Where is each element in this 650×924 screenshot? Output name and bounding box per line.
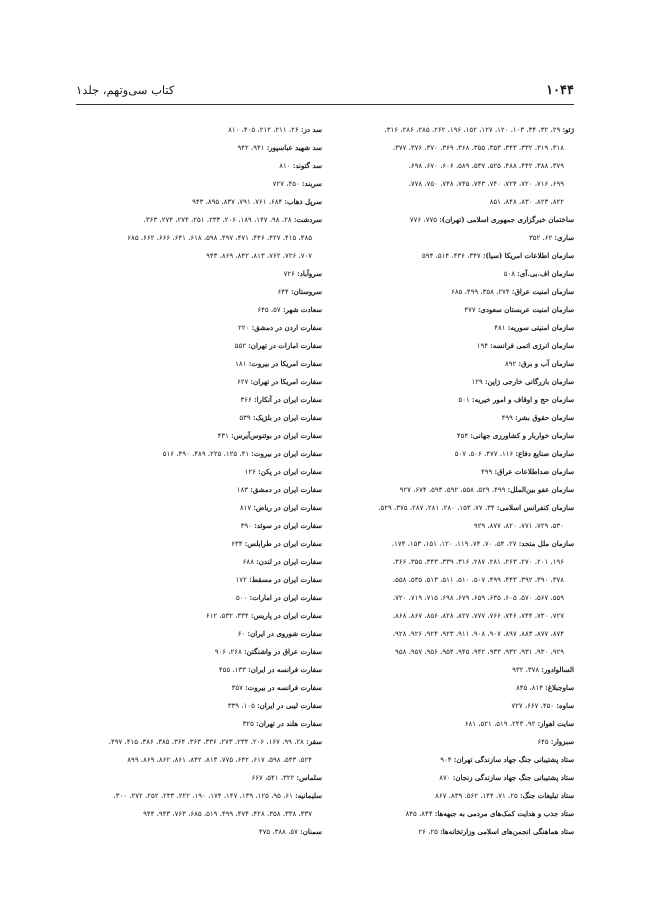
index-term: ژئو: [562,125,574,134]
index-term: ساوه: [556,701,574,710]
index-term: سفارت امارات در تهران: [248,341,322,350]
index-term: ستاد جذب و هدایت کمک‌های مردمی به جبهه‌ها: [434,809,574,818]
index-term: سرپل ذهاب: [284,197,322,206]
index-term: سلیمانیه: [295,791,322,800]
index-page-refs: ۲۷۴، ۳۵۸، ۴۹۹، ۶۸۵ [451,288,512,296]
index-page-refs: ۶۸۴، ۷۶۱، ۷۹۱، ۸۳۷، ۸۹۵، ۹۴۳ [192,198,285,206]
index-page-refs: ۵۵۲ [234,342,249,350]
index-entry [76,697,322,715]
index-column-right [328,121,574,841]
index-page-refs: ۱۸۳ [236,486,251,494]
index-term: سفارت فرانسه در ایران: [248,665,322,674]
index-page-refs: ۲۹، ۳۲، ۳۴، ۱۰۳، ۱۲۰، ۱۲۷، ۱۵۲، ۱۹۶، ۲۶۲، ۲۸۵، ۲۸۶، ۳۱۶، [384,126,563,134]
index-entry [328,733,574,751]
index-entry [328,823,574,841]
index-entry [328,373,574,391]
index-page-refs: ۸۱۰ [279,162,293,170]
index-entry [328,409,574,427]
index-entry [328,337,574,355]
index-entry [76,319,322,337]
index-term: سردشت: [293,215,322,224]
index-term: سفارت لیبی در ایران: [257,701,322,710]
index-term: سایت اهواز: [537,719,574,728]
index-entry [76,715,322,733]
index-entry [328,319,574,337]
index-term: سفارت عراق در واشنگتن: [244,647,322,656]
index-term: سازمان آب و برق: [518,359,574,368]
index-page-refs: ۳۵۷ [231,684,246,692]
index-page-refs: ۶۲۷ [236,378,251,386]
index-page-refs: ۵۲۴، ۵۴۳، ۵۹۸، ۶۱۷، ۶۴۲، ۷۷۵، ۸۱۳، ۸۴۲، ۸۶۱، ۸۶۲، ۸۶۹، ۸۹۹ [127,756,312,764]
index-term: سفارت ایران در دمشق: [250,485,322,494]
index-term: سد دز: [300,125,322,134]
index-entry [76,517,322,535]
index-page-refs: ۲۷، ۵۴، ۷۰، ۷۴، ۱۱۹، ۱۲۰، ۱۵۱، ۱۵۳، ۱۷۴، [391,540,519,548]
index-page-refs: ۳۸۵، ۴۱۵، ۴۲۷، ۴۴۶، ۴۷۱، ۴۹۷، ۵۹۸، ۶۱۸، ۶۴۱، ۶۶۶، ۶۶۲، ۶۸۵ [127,234,312,242]
index-term: سازمان امنیت عراق: [511,287,574,296]
index-entry [328,805,574,823]
index-entry [76,481,322,499]
index-entry [328,481,574,499]
index-entry [76,571,322,589]
index-entry [328,787,574,805]
index-term: سفارت ایران در بوئنوس‌آیرس: [231,431,322,440]
index-page-refs: ۱۱۶، ۴۷۷، ۵۰۶، ۵۰۷ [454,450,516,458]
index-entry [76,283,322,301]
index-term: سد شهید عباسپور: [266,143,322,152]
index-term: سفارت فرانسه در بیروت: [245,683,322,692]
index-entry-continuation [328,139,574,157]
index-page-refs: ۹۰۴ [440,756,454,764]
index-page-refs: ۷۰۷، ۷۲۶، ۷۶۲، ۸۱۳، ۸۴۲، ۸۶۹، ۹۴۳ [206,252,312,260]
index-page-refs: ۴۷۷ [464,306,478,314]
index-page-refs: ۸۱۷ [239,504,254,512]
index-entry [76,787,322,805]
index-entry [76,499,322,517]
index-entry [76,427,322,445]
index-term: ساوجبلاغ: [545,683,574,692]
index-term: سازمان ضداطلاعات عراق: [494,467,574,476]
index-entry [76,553,322,571]
page-number: ۱۰۴۴ [546,83,574,98]
index-term: سروستان: [291,287,322,296]
index-entry [328,121,574,139]
index-page-refs: ۸۱۴، ۸۴۵ [515,684,546,692]
index-entry [328,427,574,445]
index-entry [76,355,322,373]
index-term: سد گتوند: [292,161,322,170]
index-term: سمنان: [300,827,322,836]
index-entry-continuation [76,805,322,823]
running-header [76,83,574,98]
index-page-refs: ۴۹۹ [501,414,516,422]
index-term: سازمان صنایع دفاع: [515,449,574,458]
index-term: سفارت شوروی در ایران: [247,629,322,638]
index-entry [76,211,322,229]
index-entry-continuation [328,589,574,607]
index-term: سلماس: [296,773,322,782]
index-term: سازمان حج و اوقاف و امور خیریه: [472,395,574,404]
index-entry-continuation [328,643,574,661]
index-entry-continuation [328,607,574,625]
index-entry [76,643,322,661]
index-term: ستاد هماهنگی انجمن‌های اسلامی وزارتخانه‌ها: [440,827,574,836]
index-page-refs: ۳۱۸، ۳۱۹، ۳۳۲، ۳۴۳، ۳۵۳، ۳۵۵، ۳۶۸، ۳۶۹، ۳۷۰، ۳۷۶، ۳۷۷، [392,144,564,152]
index-term: سازمان انرژی اتمی فرانسه: [490,341,574,350]
index-entry-continuation [328,625,574,643]
index-column-left [76,121,322,841]
index-term: سفارت ایران در بلژیک: [252,413,322,422]
index-page-refs: ۱۹۴ [476,342,491,350]
index-entry-continuation [76,751,322,769]
index-term: سازمان امنیتی سوریه: [507,323,574,332]
index-entry [328,679,574,697]
index-term: ستاد تبلیغات جنگ: [520,791,574,800]
index-page-refs: ۱۳۳، ۴۵۵ [218,666,249,674]
index-entry [328,355,574,373]
index-term: سفارت ایران در لندن: [256,557,322,566]
index-page-refs: ۳۶۶ [240,396,255,404]
index-term: سربند: [301,179,322,188]
index-page-refs: ۹۲۹، ۹۳۰، ۹۳۱، ۹۳۲، ۹۳۳، ۹۴۲، ۹۴۵، ۹۵۴، ۹۵۶، ۹۵۷، ۹۵۸ [395,648,564,656]
index-entry [76,445,322,463]
index-page-refs: ۳۹۰ [240,522,255,530]
index-term: سازمان حقوق بشر: [515,413,574,422]
index-entry [76,301,322,319]
index-term: سقز: [306,737,322,746]
index-term: سازمان اف.بی.آی: [517,269,574,278]
index-entry [76,121,322,139]
index-entry [328,229,574,247]
index-page-refs: ۲۲۰ [238,324,252,332]
index-entry [76,535,322,553]
index-page-refs: ۴۳۱ [217,432,232,440]
index-page-refs: ۶۲، ۳۵۲ [529,234,555,242]
index-entry [76,589,322,607]
index-page-refs: ۵۰۱ [458,396,473,404]
index-term: سروآباد: [297,269,322,278]
index-page-refs: ۲۶، ۲۱۱، ۲۱۲، ۴۰۵، ۸۱۰ [228,126,301,134]
index-term: سازمان بازرگانی خارجی ژاپن: [485,377,574,386]
index-page-refs: ۳۷۸، ۹۳۲ [512,666,542,674]
index-page-refs: ۵۷، ۶۴۵ [257,306,283,314]
index-term: سفارت ایران در امارات: [249,593,322,602]
index-entry [76,157,322,175]
index-entry [328,769,574,787]
index-entry [76,139,322,157]
index-page-refs: ۲۸، ۹۹، ۱۶۷، ۲۰۶، ۲۳۴، ۲۷۳، ۳۳۶، ۳۶۳، ۳۶۴، ۳۸۵، ۳۸۶، ۴۱۵، ۴۹۷، [108,738,307,746]
index-term: سعادت شهر: [282,305,322,314]
index-page-refs: ۸۲۲، ۸۲۳، ۸۳۰، ۸۴۸، ۸۵۱ [489,198,564,206]
index-entry [328,499,574,517]
index-term: سازمان خواربار و کشاورزی جهانی: [470,431,574,440]
index-page-refs: ۵۰۸ [503,270,518,278]
index-page-refs: ۱۲۶ [244,468,259,476]
index-entry [76,769,322,787]
index-page-refs: ۱۸۱ [235,360,249,368]
index-entry [76,661,322,679]
index-entry [76,463,322,481]
index-page-refs: ۳۷۹، ۳۸۸، ۴۴۲، ۴۸۸، ۵۲۵، ۵۳۷، ۵۸۹، ۶۰۶، ۶۷۰، ۶۹۸، [408,162,564,170]
index-page-refs: ۵۳۹ [239,414,253,422]
index-page-refs: ۲۵، ۷۱، ۱۴۴، ۵۶۲، ۸۳۹، ۸۶۷ [435,792,521,800]
index-page-refs: ۱۰۵، ۳۳۹ [227,702,258,710]
index-page-refs: ۸۷۰ [439,774,453,782]
index-entry [76,625,322,643]
index-page-refs: ۷۲۷، ۷۳۰، ۷۴۴، ۷۴۶، ۷۶۶، ۷۷۷، ۸۲۷، ۸۲۸، ۸۵۶، ۸۶۷، ۸۶۸، [392,612,564,620]
index-page-refs: ۲۸، ۹۸، ۱۴۷، ۱۸۹، ۲۰۶، ۲۳۳، ۲۵۱، ۲۷۴، ۲۷۴، ۳۶۳، [143,216,294,224]
index-page-refs: ۹۲، ۲۴۳، ۵۱۹، ۵۲۱، ۶۸۱ [464,720,538,728]
index-entry [328,283,574,301]
index-term: سفارت ایران در مسقط: [249,575,322,584]
index-term: سفارت ایران در سوئد: [254,521,322,530]
index-term: ساختمان خبرگزاری جمهوری اسلامی (تهران): [439,215,574,224]
index-entry [76,409,322,427]
index-page-refs: ۱۲۹ [471,378,485,386]
index-page-refs: ۴۵۰، ۶۶۷، ۷۲۷ [511,702,557,710]
index-term: سازمان اطلاعات امریکا (سیا): [482,251,574,260]
index-entry [76,607,322,625]
index-term: ساری: [554,233,574,242]
index-page-refs: ۴۹۹، ۵۲۹، ۵۵۸، ۵۹۲، ۵۹۳، ۶۷۴، ۹۲۷ [399,486,508,494]
index-page-refs: ۵۷، ۳۸۸، ۴۷۵ [258,828,301,836]
index-page-refs: ۷۷۵، ۷۷۶ [409,216,440,224]
index-page-refs: ۴۵۴ [456,432,471,440]
index-page-refs: ۸۷۴، ۸۷۷، ۸۸۳، ۸۹۷، ۹۰۷، ۹۰۸، ۹۱۱، ۹۲۳، ۹۲۴، ۹۲۶، ۹۲۸، [392,630,564,638]
index-entry-continuation [328,175,574,193]
index-page-refs: ۴۸۱ [494,324,508,332]
index-page-refs: ۳۷۸، ۳۹۰، ۳۹۲، ۴۴۳، ۴۹۹، ۵۰۷، ۵۱۰، ۵۱۱، ۵۱۳، ۵۳۵، ۵۵۸، [392,576,564,584]
index-entry [328,211,574,229]
index-page-refs: ۶۳۴ [231,540,245,548]
index-page-refs: ۶۴۴ [277,288,292,296]
index-page-refs: ۴۵۰، ۷۲۷ [272,180,302,188]
index-page-refs: ۳۲۲، ۵۴۱، ۶۶۷ [251,774,297,782]
index-entry [328,265,574,283]
index-page-refs: ۲۵، ۲۶ [418,828,441,836]
index-term: سفارت ایران در پاریس: [250,611,322,620]
index-term: سازمان ملل متحد: [518,539,574,548]
index-page-refs: ۹۴۱، ۹۴۲ [237,144,267,152]
index-term: سفارت هلند در تهران: [256,719,322,728]
index-page-refs: ۸۴۴، ۸۴۵ [405,810,435,818]
index-entry-continuation [76,247,322,265]
index-term: سازمان امنیت عربستان سعودی: [477,305,574,314]
index-term: ستاد پشتیبانی جنگ جهاد سازندگی زنجان: [452,773,574,782]
index-entry [76,337,322,355]
index-page-refs: ۶۴۵ [537,738,551,746]
index-term: سفارت اردن در دمشق: [251,323,322,332]
index-term: سفارت ایران در ریاض: [253,503,322,512]
index-entry [328,301,574,319]
index-page-refs: ۵۵۹، ۵۶۷، ۵۷۰، ۶۰۵، ۶۳۵، ۶۵۹، ۶۷۹، ۶۹۸، ۷۱۵، ۷۱۹، ۷۲۰، [392,594,564,602]
index-page-refs: ۶۱، ۹۵، ۱۲۵، ۱۳۹، ۱۴۷، ۱۷۴، ۱۹۰، ۲۲۲، ۲۳۳، ۲۵۲، ۲۷۲، ۳۰۰، [113,792,296,800]
index-page-refs: ۵۳۰، ۷۲۹، ۷۷۱، ۸۲۰، ۸۷۷، ۹۲۹ [473,522,564,530]
index-entry-continuation [328,193,574,211]
index-page-refs: ۸۹۲ [505,360,519,368]
index-term: سفارت امریکا در تهران: [250,377,322,386]
index-page-refs: ۴۹۹ [480,468,495,476]
index-entry [76,193,322,211]
index-entry [76,733,322,751]
index-entry [328,697,574,715]
index-page-refs: ۷۲۶ [283,270,298,278]
index-entry-continuation [328,517,574,535]
index-page-refs: ۴۱، ۱۲۵، ۲۲۵، ۴۸۹، ۴۹۰، ۵۱۶ [162,450,252,458]
index-page-refs: ۱۹۶، ۲۰۱، ۲۷۰، ۲۶۳، ۲۸۱، ۲۸۷، ۳۱۶، ۳۳۹، ۳۴۳، ۳۵۵، ۳۶۶، [392,558,564,566]
index-entry [328,391,574,409]
index-term: سفارت ایران در آنکارا: [254,395,322,404]
index-page-refs: ۶۸۸ [242,558,257,566]
index-page-refs: ۲۶۸، ۹۰۶ [214,648,245,656]
index-term: سفارت ایران در پکن: [258,467,322,476]
index-term: سفارت ایران در بیروت: [251,449,322,458]
index-entry [328,247,574,265]
index-entry [76,265,322,283]
index-entry [76,175,322,193]
index-page-refs: ۶۹۹، ۷۱۶، ۷۲۰، ۷۲۴، ۷۴۰، ۷۴۳، ۷۴۵، ۷۴۸، ۷۵۰، ۷۷۸، [408,180,564,188]
index-term: السالوادور: [541,665,574,674]
index-entry-continuation [76,229,322,247]
index-entry [328,445,574,463]
index-entry-continuation [328,553,574,571]
index-entry [328,751,574,769]
index-page-refs: ۳۳۷، ۳۳۸، ۳۵۸، ۴۲۸، ۴۷۴، ۴۹۹، ۵۱۹، ۶۸۵، ۷۶۳، ۹۴۳، ۹۴۴ [143,810,312,818]
index-entry-continuation [328,157,574,175]
index-page-refs: ۳۳۴، ۵۳۲، ۶۱۲ [205,612,251,620]
index-entry [76,679,322,697]
index-page-refs: ۳۲۵ [242,720,257,728]
index-page-refs: ۳۴۷، ۴۳۶، ۵۱۴، ۵۹۴ [422,252,483,260]
index-entry [76,373,322,391]
index-term: ستاد پشتیبانی جنگ جهاد سازندگی تهران: [453,755,574,764]
index-term: سازمان عفو بین‌الملل: [507,485,574,494]
index-page-refs: ۳۴، ۷۷، ۱۵۳، ۲۸۰، ۲۸۱، ۲۸۷، ۳۷۵، ۵۲۹، [378,504,497,512]
index-entry-continuation [328,571,574,589]
index-page-refs: ۶۰ [237,630,248,638]
index-term: سبزوار: [550,737,574,746]
index-entry [328,535,574,553]
index-term: سفارت ایران در طرابلس: [244,539,322,548]
index-page-refs: ۵۰۰ [235,594,250,602]
index-term: سازمان کنفرانس اسلامی: [496,503,574,512]
header-divider [76,104,574,105]
book-title: کتاب سی‌وتهم، جلد۱ [76,83,175,97]
index-page-refs: ۱۷۲ [235,576,250,584]
index-entry [76,391,322,409]
index-term: سفارت امریکا در بیروت: [248,359,322,368]
index-entry [328,463,574,481]
index-entry [328,715,574,733]
index-entry [328,661,574,679]
index-entry [76,823,322,841]
